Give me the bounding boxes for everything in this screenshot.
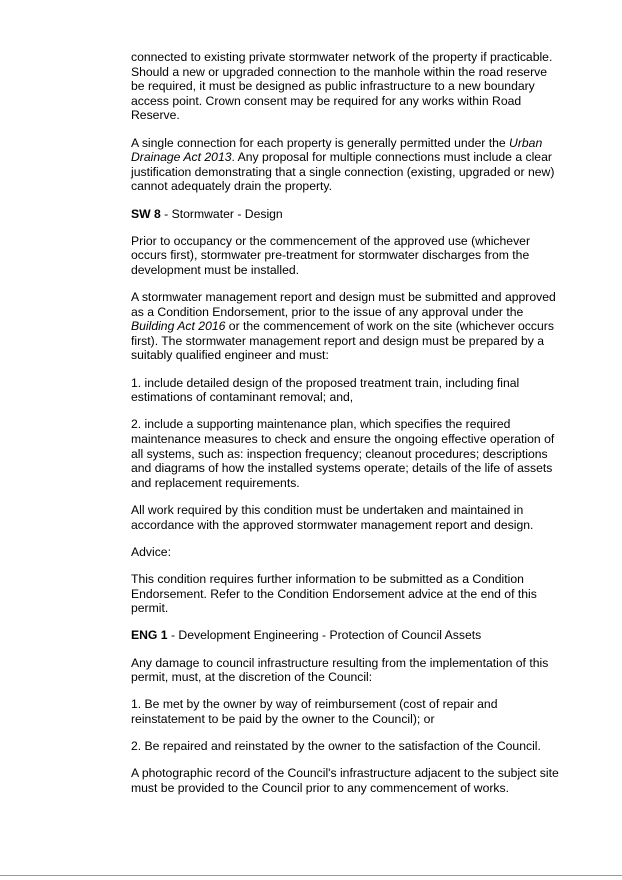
document-body xyxy=(131,50,561,808)
condition-heading-eng1 xyxy=(131,628,561,643)
condition-code: ENG 1 xyxy=(131,628,168,643)
act-reference: Building Act 2016 xyxy=(131,319,226,334)
paragraph-stormwater-connection: connected to existing private stormwater network of the property if practicable. Should a new or upgraded connection to the manhole within the road reserve be required, it must be designed as public infrastructure to a new boundary access point. Crown consent may be required for any works within Road Reserve. xyxy=(131,50,553,123)
paragraph-text: A stormwater management report and design must be submitted and approved as a Condition Endorsement, prior to the issue of any approval under the xyxy=(131,290,556,319)
paragraph-damage: Any damage to council infrastructure resulting from the implementation of this permit, must, at the discretion of the Council: xyxy=(131,655,549,685)
paragraph-text: or the commencement of work on the site (whichever occurs first). The stormwater management report and design must be prepared by a suitably qualified engineer and must: xyxy=(131,319,554,363)
paragraph-work-required: All work required by this condition must be undertaken and maintained in accordance with the approved stormwater management report and design. xyxy=(131,503,534,532)
list-item-reinstatement: 2. Be repaired and reinstated by the owner to the satisfaction of the Council. xyxy=(131,739,541,754)
condition-code: SW 8 xyxy=(131,206,161,221)
condition-title: - Development Engineering - Protection of Council Assets xyxy=(167,628,482,643)
list-item-treatment-train: 1. include detailed design of the proposed treatment train, including final estimations of contaminant removal; and, xyxy=(131,375,520,405)
paragraph-management-report xyxy=(131,290,561,363)
paragraph-pretreatment: Prior to occupancy or the commencement of the approved use (whichever occurs first), stormwater pre-treatment for stormwater discharges from the development must be installed. xyxy=(131,233,531,277)
page-bottom-rule xyxy=(0,875,622,876)
advice-label: Advice: xyxy=(131,544,171,559)
paragraph-text: A single connection for each property is generally permitted under the xyxy=(131,135,510,150)
paragraph-photographic-record: A photographic record of the Council's infrastructure adjacent to the subject site must be provided to the Council prior to any commencement of works. xyxy=(131,766,559,795)
paragraph-text: . Any proposal for multiple connections must include a clear justification demonstrating that a single connection (existing, upgraded or new) cannot adequately drain the property. xyxy=(131,150,555,194)
list-item-reimbursement: 1. Be met by the owner by way of reimbursement (cost of repair and reinstatement to be paid by the owner to the Council); or xyxy=(131,697,498,726)
condition-title: - Stormwater - Design xyxy=(160,206,283,221)
condition-heading-sw8 xyxy=(131,207,561,222)
paragraph-advice: This condition requires further information to be submitted as a Condition Endorsement. Refer to the Condition Endorsement advice at the end of this permit. xyxy=(131,571,537,616)
paragraph-single-connection xyxy=(131,136,561,194)
list-item-maintenance-plan: 2. include a supporting maintenance plan, which specifies the required maintenance measures to check and ensure the ongoing effective operation of all systems, such as: inspection frequency; cleanout procedures; descriptions and diagrams of how the installed systems operate; details of the life of assets and replacement requirements. xyxy=(131,417,555,490)
act-reference: Urban Drainage Act 2013 xyxy=(131,135,543,165)
